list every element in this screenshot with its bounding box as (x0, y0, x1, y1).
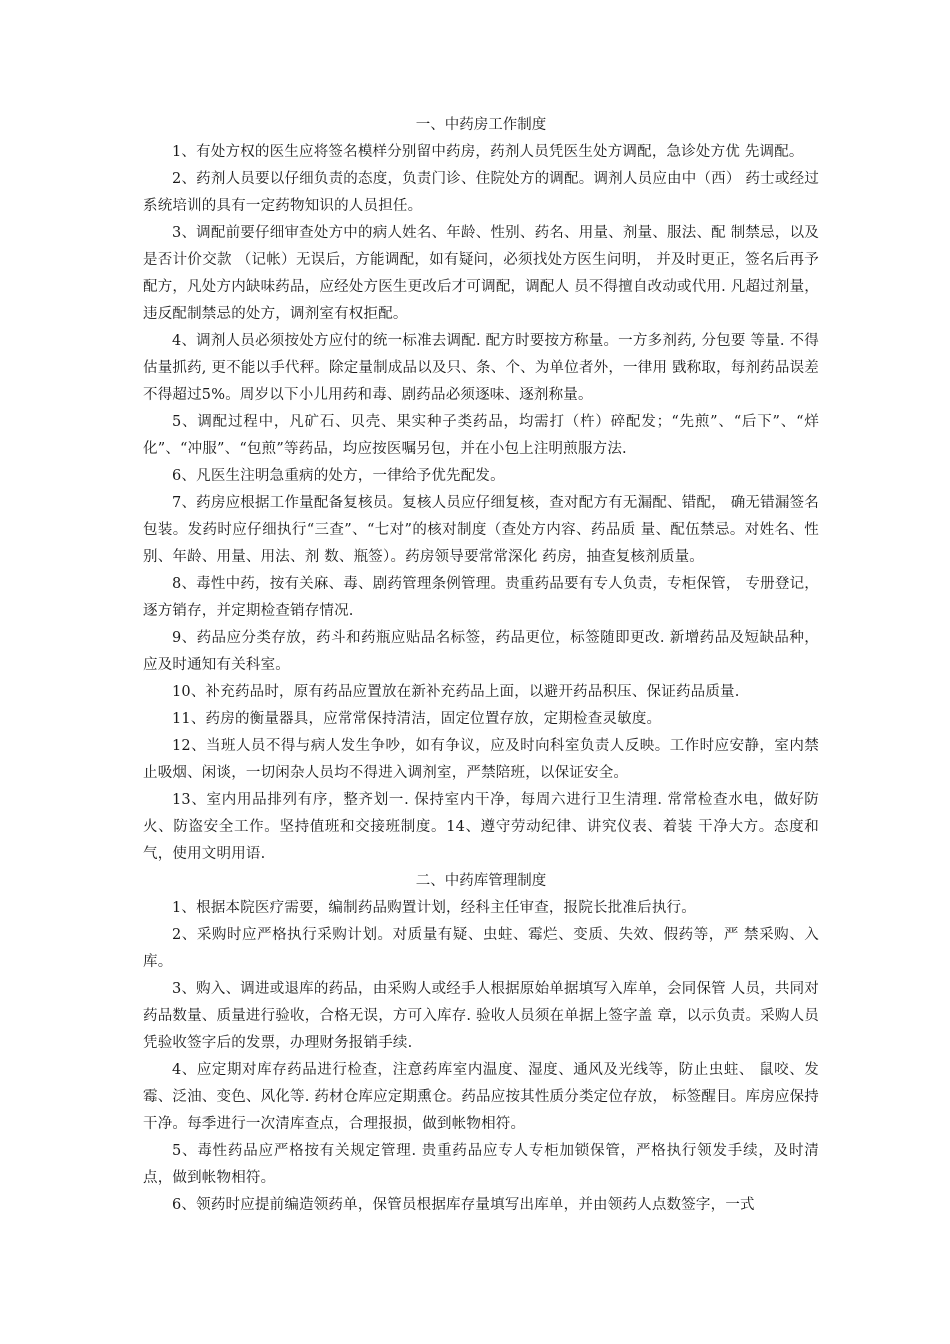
section-2-paragraph: 1、根据本院医疗需要，编制药品购置计划，经科主任审查，报院长批准后执行。 (172, 900, 696, 916)
section-1-paragraph: 11、药房的衡量器具，应常常保持清洁，固定位置存放，定期检查灵敏度。 (172, 711, 662, 727)
section-1-paragraph: 9、药品应分类存放，药斗和药瓶应贴品名标签，药品更位，标签随即更改. 新增药品及短缺品种，应及时通知有关科室。 (143, 630, 819, 673)
section-2-paragraph: 6、领药时应提前编造领药单，保管员根据库存量填写出库单，并由领药人点数签字，一式 (172, 1197, 755, 1213)
section-2-paragraph: 2、采购时应严格执行采购计划。对质量有疑、虫蛀、霉烂、变质、失效、假药等，严 禁采购、入库。 (143, 927, 819, 970)
section-2-paragraph: 3、购入、调进或退库的药品，由采购人或经手人根据原始单据填写入库单，会同保管 人员，共同对药品数量、质量进行验收，合格无误，方可入库存. 验收人员须在单据上签字盖 章，以示负责。采购人员凭验收签字后的发票，办理财务报销手续. (143, 981, 819, 1051)
document-page (143, 112, 819, 1219)
section-1-title: 一、中药房工作制度 (415, 117, 547, 133)
section-2-body (143, 895, 819, 1219)
section-1-paragraph: 3、调配前要仔细审查处方中的病人姓名、年龄、性别、药名、用量、剂量、服法、配 制禁忌，以及是否计价交款 （记帐）无误后，方能调配，如有疑问，必须找处方医生问明， 并及时更正，签名后再予配方，凡处方内缺味药品，应经处方医生更改后才可调配，调配人 员不得擅自改动或代用. 凡超过剂量，违反配制禁忌的处方，调剂室有权拒配。 (143, 225, 819, 322)
section-2-paragraph: 5、毒性药品应严格按有关规定管理. 贵重药品应专人专柜加锁保管，严格执行领发手续，及时清点，做到帐物相符。 (143, 1143, 819, 1186)
section-1-paragraph: 4、调剂人员必须按处方应付的统一标准去调配. 配方时要按方称量。一方多剂药, 分包要 等量. 不得估量抓药, 更不能以手代秤。除定量制成品以及只、条、个、为单位者外，一律用 戥称取，每剂药品误差不得超过5%。周岁以下小儿用药和毒、剧药品必须逐味、逐剂称量。 (143, 333, 819, 403)
section-1-paragraph: 10、补充药品时，原有药品应置放在新补充药品上面，以避开药品积压、保证药品质量. (172, 684, 740, 700)
section-1-paragraph: 12、当班人员不得与病人发生争吵，如有争议，应及时向科室负责人反映。工作时应安静，室内禁止吸烟、闲谈，一切闲杂人员均不得进入调剂室，严禁陪班，以保证安全。 (143, 738, 819, 781)
section-2-paragraph: 4、应定期对库存药品进行检查，注意药库室内温度、湿度、通风及光线等，防止虫蛀、 鼠咬、发霉、泛油、变色、风化等. 药材仓库应定期熏仓。药品应按其性质分类定位存放， 标签醒目。库房应保持干净。每季进行一次清库查点，合理报损，做到帐物相符。 (143, 1062, 819, 1132)
section-1-paragraph: 8、毒性中药，按有关麻、毒、剧药管理条例管理。贵重药品要有专人负责，专柜保管， 专册登记，逐方销存，并定期检查销存情况. (143, 576, 819, 619)
section-1-paragraph: 6、凡医生注明急重病的处方，一律给予优先配发。 (172, 468, 505, 484)
section-1-body (143, 139, 819, 868)
section-1-paragraph: 5、调配过程中，凡矿石、贝壳、果实种子类药品，均需打（杵）碎配发；“先煎”、“后下”、“烊化”、“冲服”、“包煎”等药品，均应按医嘱另包，并在小包上注明煎服方法. (143, 414, 819, 457)
section-2-title: 二、中药库管理制度 (415, 873, 547, 889)
section-1-paragraph: 13、室内用品排列有序，整齐划一. 保持室内干净，每周六进行卫生清理. 常常检查水电，做好防火、防盗安全工作。坚持值班和交接班制度。14、遵守劳动纪律、讲究仪表、着装 干净大方。态度和气，使用文明用语. (143, 792, 819, 862)
section-1-paragraph: 7、药房应根据工作量配备复核员。复核人员应仔细复核，查对配方有无漏配、错配， 确无错漏签名包装。发药时应仔细执行“三查”、“七对”的核对制度（查处方内容、药品质 量、配伍禁忌。对姓名、性别、年龄、用量、用法、剂 数、瓶签）。药房领导要常常深化 药房，抽查复核剂质量。 (143, 495, 819, 565)
section-1-paragraph: 2、药剂人员要以仔细负责的态度，负责门诊、住院处方的调配。调剂人员应由中（西） 药士或经过系统培训的具有一定药物知识的人员担任。 (143, 171, 819, 214)
section-1-paragraph: 1、有处方权的医生应将签名模样分别留中药房，药剂人员凭医生处方调配，急诊处方优 先调配。 (172, 144, 804, 160)
